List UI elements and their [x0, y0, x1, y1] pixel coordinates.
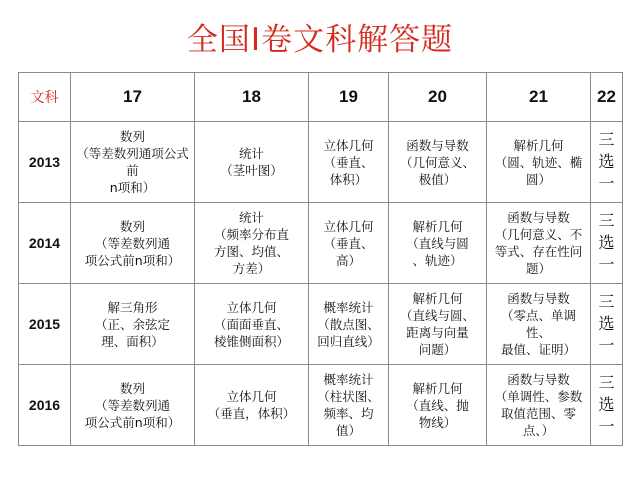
exam-table	[18, 72, 623, 446]
table-cell: 解析几何 （直线与圆 、轨迹）	[389, 203, 487, 284]
corner-header: 文科	[19, 73, 71, 122]
table-cell: 解三角形 （正、余弦定 理、面积）	[71, 284, 195, 365]
table-cell: 立体几何 （面面垂直、 棱锥侧面积）	[195, 284, 309, 365]
table-cell: 函数与导数 （单调性、参数 取值范围、零 点、）	[487, 365, 591, 446]
table-cell: 统计 （频率分布直 方图、均值、 方差）	[195, 203, 309, 284]
table-cell: 三 选 一	[591, 203, 623, 284]
table-cell: 三 选 一	[591, 284, 623, 365]
table-cell: 立体几何 （垂直，体积）	[195, 365, 309, 446]
column-header: 18	[195, 73, 309, 122]
table-cell: 解析几何 （直线与圆、 距离与向量 问题）	[389, 284, 487, 365]
table-row	[19, 365, 623, 446]
header-row	[19, 73, 623, 122]
column-header: 19	[309, 73, 389, 122]
year-cell: 2015	[19, 284, 71, 365]
table-cell: 立体几何 （垂直、 体积）	[309, 122, 389, 203]
table-cell: 三 选 一	[591, 365, 623, 446]
year-cell: 2016	[19, 365, 71, 446]
table-row	[19, 203, 623, 284]
table-row	[19, 284, 623, 365]
table-cell: 解析几何 （直线、抛 物线）	[389, 365, 487, 446]
table-cell: 函数与导数 （零点、单调性、 最值、证明）	[487, 284, 591, 365]
column-header: 22	[591, 73, 623, 122]
page-title: 全国Ⅰ卷文科解答题	[186, 22, 454, 58]
column-header: 17	[71, 73, 195, 122]
table-cell: 概率统计 （柱状图、 频率、均 值）	[309, 365, 389, 446]
table-cell: 数列 （等差数列通 项公式前n项和）	[71, 203, 195, 284]
table-cell: 概率统计 （散点图、 回归直线）	[309, 284, 389, 365]
table-cell: 函数与导数 （几何意义、 极值）	[389, 122, 487, 203]
table-cell: 数列 （等差数列通 项公式前n项和）	[71, 365, 195, 446]
table-cell: 解析几何 （圆、轨迹、椭 圆）	[487, 122, 591, 203]
table-cell: 函数与导数 （几何意义、不 等式、存在性问 题）	[487, 203, 591, 284]
column-header: 21	[487, 73, 591, 122]
year-cell: 2013	[19, 122, 71, 203]
table-row	[19, 122, 623, 203]
table-cell: 三 选 一	[591, 122, 623, 203]
table-cell: 立体几何 （垂直、 高）	[309, 203, 389, 284]
year-cell: 2014	[19, 203, 71, 284]
column-header: 20	[389, 73, 487, 122]
table-cell: 数列 （等差数列通项公式前 n项和）	[71, 122, 195, 203]
table-cell: 统计 （茎叶图）	[195, 122, 309, 203]
